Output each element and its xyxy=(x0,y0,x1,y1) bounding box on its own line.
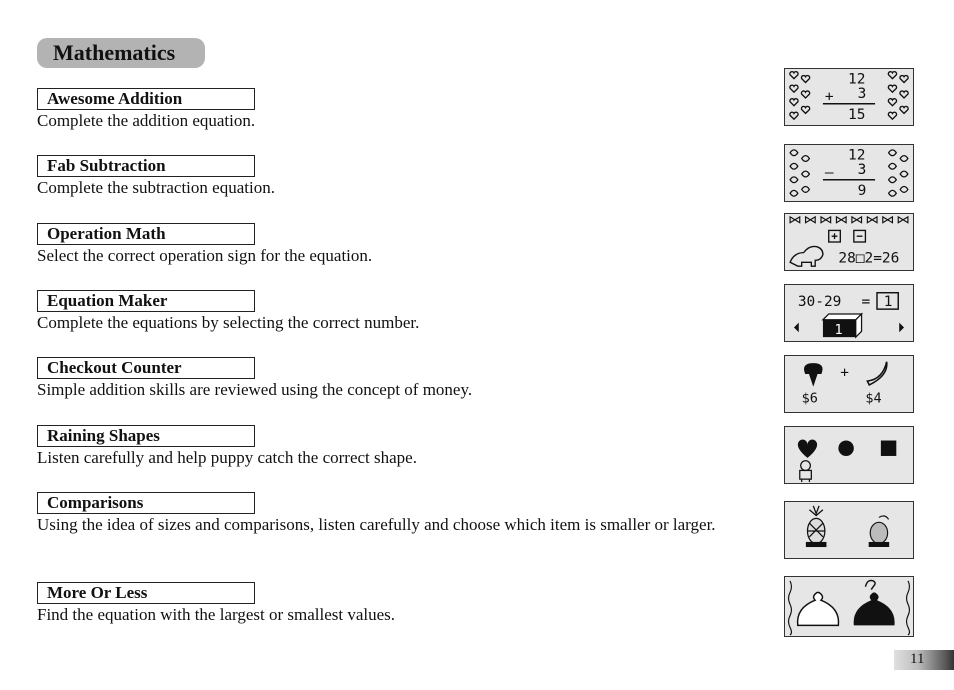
section-description: Using the idea of sizes and comparisons, listen carefully and choose which item is smaller or larger. xyxy=(37,515,716,534)
section-title: Raining Shapes xyxy=(37,425,255,447)
comparisons-screenshot xyxy=(784,501,914,559)
pineapple-icon xyxy=(807,506,826,547)
flower-border-icon xyxy=(889,150,897,196)
answer-value: 1 xyxy=(883,294,893,311)
circle-icon xyxy=(838,441,853,456)
section-description: Simple addition skills are reviewed using the concept of money. xyxy=(37,380,473,399)
subtraction-screenshot xyxy=(784,144,914,202)
grapes-icon xyxy=(869,516,888,547)
sum: 15 xyxy=(848,107,866,124)
page-title: Mathematics xyxy=(53,40,176,65)
light-money-bag-icon xyxy=(798,592,839,625)
section-fab-subtraction xyxy=(37,155,737,199)
section-title: Awesome Addition xyxy=(37,88,255,110)
section-description: Complete the equations by selecting the correct number. xyxy=(37,313,420,332)
section-description: Listen carefully and help puppy catch the correct shape. xyxy=(37,448,417,467)
flower-border-icon xyxy=(790,150,798,196)
right-arrow-icon xyxy=(899,323,904,333)
left-arrow-icon xyxy=(794,323,799,333)
price-item-a: $6 xyxy=(801,390,818,407)
block-number: 1 xyxy=(834,322,843,339)
section-title: More Or Less xyxy=(37,582,255,604)
operation-screen-art xyxy=(785,214,913,270)
section-checkout-counter xyxy=(37,357,737,401)
number-block-icon xyxy=(823,314,862,338)
section-raining-shapes xyxy=(37,425,737,469)
section-comparisons xyxy=(37,492,727,536)
operation-equation: 28□2=26 xyxy=(838,250,900,267)
minuend: 12 xyxy=(848,147,866,164)
difference: 9 xyxy=(857,183,867,200)
section-description: Select the correct operation sign for the equation. xyxy=(37,246,373,265)
dark-money-bag-icon xyxy=(854,580,895,625)
addend-bottom: 3 xyxy=(857,85,867,102)
equation-maker-screenshot xyxy=(784,284,914,342)
more-or-less-screenshot xyxy=(784,576,914,637)
equation-text: 30-29 xyxy=(797,294,842,311)
flower-border-icon xyxy=(900,156,908,193)
equation-maker-screen-art xyxy=(785,285,913,341)
section-title: Operation Math xyxy=(37,223,255,245)
heart-icon xyxy=(798,440,817,458)
heart-border-icon xyxy=(900,76,908,114)
comparisons-screen-art xyxy=(785,502,913,558)
raining-shapes-screen-art xyxy=(785,427,913,483)
section-title: Equation Maker xyxy=(37,290,255,312)
ice-cream-icon xyxy=(805,364,822,385)
equals-sign: = xyxy=(861,294,871,311)
dog-icon xyxy=(790,246,823,266)
subtrahend: 3 xyxy=(857,161,867,178)
section-description: Complete the subtraction equation. xyxy=(37,178,275,197)
checkout-screen-art xyxy=(785,356,913,412)
puppy-icon xyxy=(800,461,812,482)
more-or-less-screen-art xyxy=(785,577,913,636)
addition-screen-art xyxy=(785,69,913,125)
section-more-or-less xyxy=(37,582,737,626)
banana-icon xyxy=(867,362,886,385)
page-title-banner xyxy=(37,38,205,68)
raining-shapes-screenshot xyxy=(784,426,914,484)
heart-border-icon xyxy=(790,72,798,120)
checkout-counter-screenshot xyxy=(784,355,914,413)
heart-border-icon xyxy=(801,76,809,114)
subtraction-screen-art xyxy=(785,145,913,201)
operator: + xyxy=(840,365,850,382)
operator: + xyxy=(824,88,834,105)
section-title: Fab Subtraction xyxy=(37,155,255,177)
section-operation-math xyxy=(37,223,737,267)
addition-screenshot xyxy=(784,68,914,126)
question-mark-icon xyxy=(865,580,875,589)
section-title: Comparisons xyxy=(37,492,255,514)
section-description: Complete the addition equation. xyxy=(37,111,256,130)
section-title: Checkout Counter xyxy=(37,357,255,379)
heart-border-icon xyxy=(888,72,896,120)
page-number: 11 xyxy=(910,651,925,667)
flower-border-icon xyxy=(802,156,810,193)
square-icon xyxy=(881,441,896,456)
bow-border-icon xyxy=(790,217,908,223)
page-number-tab xyxy=(894,650,954,670)
operator: – xyxy=(824,164,834,181)
section-description: Find the equation with the largest or smallest values. xyxy=(37,605,396,624)
addend-top: 12 xyxy=(848,71,866,88)
section-equation-maker xyxy=(37,290,737,334)
section-awesome-addition xyxy=(37,88,737,132)
operation-math-screenshot xyxy=(784,213,914,271)
price-item-b: $4 xyxy=(865,390,882,407)
